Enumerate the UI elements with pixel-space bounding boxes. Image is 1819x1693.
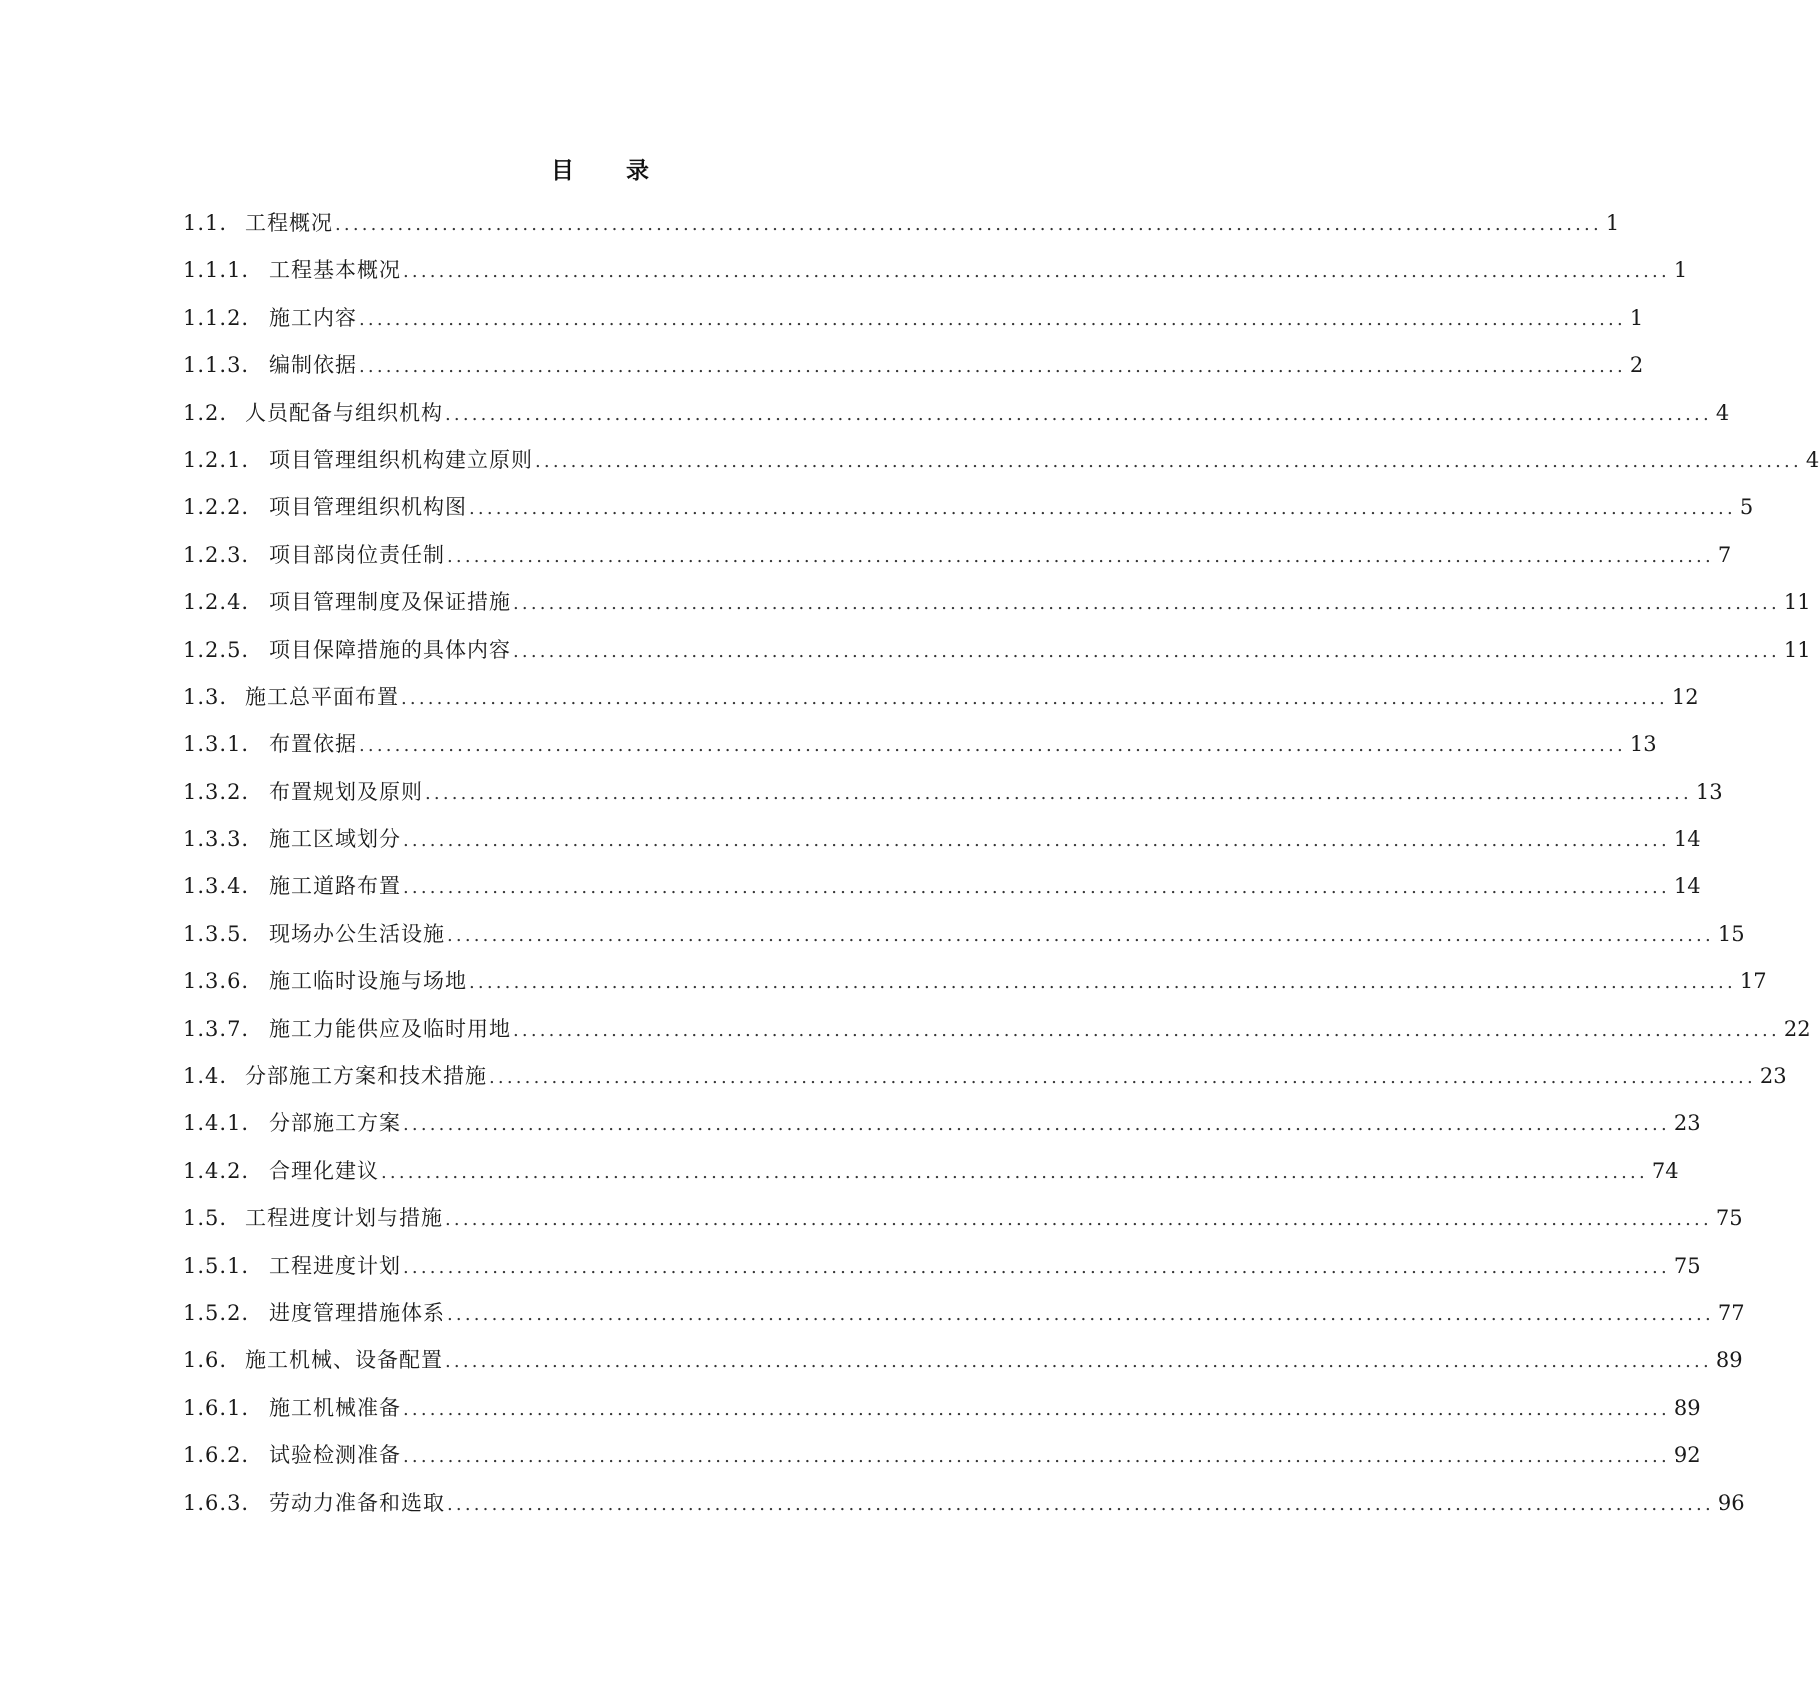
toc-entry-number: 1.3.7. [183,1016,250,1041]
toc-entry-number: 1.2.4. [183,590,250,615]
toc-entry-page-number: 77 [1717,1300,1745,1325]
toc-dot-leader: .............................................................................................................................................. [359,735,1626,757]
toc-entry-number: 1.3.2. [183,779,250,804]
toc-entry-title: 施工区域划分 [269,827,401,852]
toc-entry[interactable] [183,1480,1745,1527]
toc-entry[interactable] [183,390,1730,437]
toc-entry-number: 1.3.3. [183,827,250,852]
toc-entry-number: 1.1.2. [183,305,250,330]
toc-dot-leader: .............................................................................................................................................. [469,498,1736,520]
toc-entry-number: 1.2.1. [183,447,250,472]
toc-entry-title: 人员配备与组织机构 [245,400,443,425]
toc-entry-page-number: 12 [1671,684,1699,709]
toc-entry-page-number: 11 [1783,590,1811,615]
toc-entry-number: 1.1.3. [183,353,250,378]
toc-dot-leader: .............................................................................................................................................. [535,450,1802,472]
toc-entry[interactable] [183,247,1688,294]
toc-entry-page-number: 15 [1717,921,1745,946]
toc-entry-page-number: 5 [1739,495,1754,520]
toc-entry-page-number: 89 [1673,1395,1701,1420]
toc-dot-leader: .............................................................................................................................................. [513,640,1780,662]
toc-entry[interactable] [183,958,1767,1005]
toc-dot-leader: .............................................................................................................................................. [403,1446,1670,1468]
toc-entry-number: 1.3. [183,684,228,709]
toc-entry-number: 1.1.1. [183,258,250,283]
toc-entry-page-number: 96 [1717,1490,1745,1515]
toc-entry-title: 施工内容 [269,305,357,330]
toc-entry-number: 1.4.2. [183,1158,250,1183]
toc-dot-leader: .............................................................................................................................................. [401,687,1668,709]
toc-entry-number: 1.3.6. [183,969,250,994]
toc-entry[interactable] [183,200,1620,247]
toc-entry-title: 施工机械、设备配置 [245,1348,443,1373]
toc-list [183,200,1819,1527]
toc-dot-leader: .............................................................................................................................................. [489,1067,1756,1089]
toc-entry-number: 1.5.1. [183,1253,250,1278]
toc-entry-title: 施工道路布置 [269,874,401,899]
toc-dot-leader: .............................................................................................................................................. [403,261,1670,283]
toc-entry-page-number: 23 [1759,1064,1787,1089]
toc-entry-title: 施工机械准备 [269,1395,401,1420]
toc-entry-title: 劳动力准备和选取 [269,1490,445,1515]
toc-dot-leader: .............................................................................................................................................. [359,308,1626,330]
toc-entry-page-number: 7 [1717,542,1732,567]
toc-dot-leader: .............................................................................................................................................. [445,1209,1712,1231]
toc-entry-title: 施工总平面布置 [245,684,399,709]
toc-entry-title: 工程进度计划与措施 [245,1206,443,1231]
toc-entry[interactable] [183,1385,1701,1432]
toc-entry-number: 1.5. [183,1206,228,1231]
toc-dot-leader: .............................................................................................................................................. [513,1019,1780,1041]
toc-dot-leader: .............................................................................................................................................. [447,1493,1714,1515]
toc-entry-number: 1.6. [183,1348,228,1373]
toc-entry-number: 1.6.1. [183,1395,250,1420]
toc-entry-number: 1.2.5. [183,637,250,662]
toc-entry-title: 项目管理组织机构建立原则 [269,447,533,472]
toc-entry-title: 施工临时设施与场地 [269,969,467,994]
toc-entry-title: 施工力能供应及临时用地 [269,1016,511,1041]
toc-entry-page-number: 1 [1605,211,1620,235]
toc-entry-number: 1.2. [183,400,228,425]
toc-entry[interactable] [183,1148,1679,1195]
toc-entry-page-number: 22 [1783,1016,1811,1041]
toc-dot-leader: .............................................................................................................................................. [403,877,1670,899]
toc-entry-number: 1.5.2. [183,1300,250,1325]
toc-dot-leader: .............................................................................................................................................. [447,924,1714,946]
toc-entry-page-number: 1 [1629,305,1644,330]
toc-entry[interactable] [183,863,1701,910]
toc-entry-number: 1.1. [183,211,228,235]
toc-entry-number: 1.4. [183,1064,228,1089]
toc-dot-leader: .............................................................................................................................................. [359,356,1626,378]
toc-entry[interactable] [183,342,1644,389]
toc-entry-title: 合理化建议 [269,1158,379,1183]
toc-entry-page-number: 89 [1715,1348,1743,1373]
toc-entry-page-number: 1 [1673,258,1688,283]
toc-entry-page-number: 2 [1629,353,1644,378]
toc-entry-title: 工程基本概况 [269,258,401,283]
toc-entry-number: 1.2.2. [183,495,250,520]
toc-dot-leader: .............................................................................................................................................. [447,1303,1714,1325]
toc-entry[interactable] [183,911,1745,958]
toc-entry[interactable] [183,484,1754,531]
toc-entry[interactable] [183,579,1811,626]
toc-entry-number: 1.4.1. [183,1111,250,1136]
toc-entry[interactable] [183,816,1701,863]
toc-entry-title: 工程进度计划 [269,1253,401,1278]
toc-entry-title: 分部施工方案 [269,1111,401,1136]
toc-entry-title: 进度管理措施体系 [269,1300,445,1325]
toc-entry-title: 项目管理制度及保证措施 [269,590,511,615]
toc-dot-leader: .............................................................................................................................................. [445,1351,1712,1373]
toc-entry-title: 试验检测准备 [269,1443,401,1468]
toc-dot-leader: .............................................................................................................................................. [381,1161,1648,1183]
toc-dot-leader: .............................................................................................................................................. [335,214,1602,235]
toc-entry-page-number: 74 [1651,1158,1679,1183]
toc-dot-leader: .............................................................................................................................................. [513,593,1780,615]
toc-entry-number: 1.6.2. [183,1443,250,1468]
toc-entry[interactable] [183,1243,1701,1290]
toc-title: 目 录 [550,158,671,184]
toc-entry-page-number: 75 [1715,1206,1743,1231]
toc-entry-title: 现场办公生活设施 [269,921,445,946]
toc-dot-leader: .............................................................................................................................................. [425,782,1692,804]
toc-dot-leader: .............................................................................................................................................. [469,972,1736,994]
toc-dot-leader: .............................................................................................................................................. [403,1398,1670,1420]
toc-entry[interactable] [183,532,1732,579]
toc-entry-page-number: 23 [1673,1111,1701,1136]
toc-entry-page-number: 4 [1715,400,1730,425]
toc-entry-number: 1.3.5. [183,921,250,946]
toc-dot-leader: .............................................................................................................................................. [447,545,1714,567]
toc-entry-page-number: 14 [1673,874,1701,899]
toc-entry-page-number: 75 [1673,1253,1701,1278]
toc-entry-page-number: 17 [1739,969,1767,994]
toc-entry[interactable] [183,1290,1745,1337]
toc-entry[interactable] [183,721,1657,768]
toc-entry[interactable] [183,1432,1701,1479]
toc-entry-page-number: 92 [1673,1443,1701,1468]
toc-dot-leader: .............................................................................................................................................. [403,1256,1670,1278]
toc-entry[interactable] [183,769,1723,816]
toc-entry-title: 布置依据 [269,732,357,757]
toc-entry[interactable] [183,1053,1787,1100]
toc-entry-title: 分部施工方案和技术措施 [245,1064,487,1089]
toc-entry-title: 布置规划及原则 [269,779,423,804]
toc-entry[interactable] [183,1195,1743,1242]
toc-entry[interactable] [183,437,1819,484]
toc-entry-title: 编制依据 [269,353,357,378]
toc-entry-page-number: 13 [1695,779,1723,804]
toc-entry-title: 项目管理组织机构图 [269,495,467,520]
toc-entry-page-number: 11 [1783,637,1811,662]
toc-entry[interactable] [183,295,1644,342]
toc-dot-leader: .............................................................................................................................................. [445,403,1712,425]
toc-entry-title: 项目部岗位责任制 [269,542,445,567]
toc-entry-number: 1.3.1. [183,732,250,757]
toc-entry-page-number: 4 [1805,447,1819,472]
toc-entry-number: 1.2.3. [183,542,250,567]
toc-dot-leader: .............................................................................................................................................. [403,830,1670,852]
toc-entry-page-number: 14 [1673,827,1701,852]
toc-entry-page-number: 13 [1629,732,1657,757]
toc-entry[interactable] [183,627,1811,674]
toc-entry[interactable] [183,674,1699,721]
toc-entry-number: 1.3.4. [183,874,250,899]
toc-entry-title: 工程概况 [245,211,333,235]
toc-entry[interactable] [183,1006,1811,1053]
toc-entry-title: 项目保障措施的具体内容 [269,637,511,662]
toc-dot-leader: .............................................................................................................................................. [403,1114,1670,1136]
toc-entry-number: 1.6.3. [183,1490,250,1515]
toc-entry[interactable] [183,1100,1701,1147]
toc-entry[interactable] [183,1337,1743,1384]
